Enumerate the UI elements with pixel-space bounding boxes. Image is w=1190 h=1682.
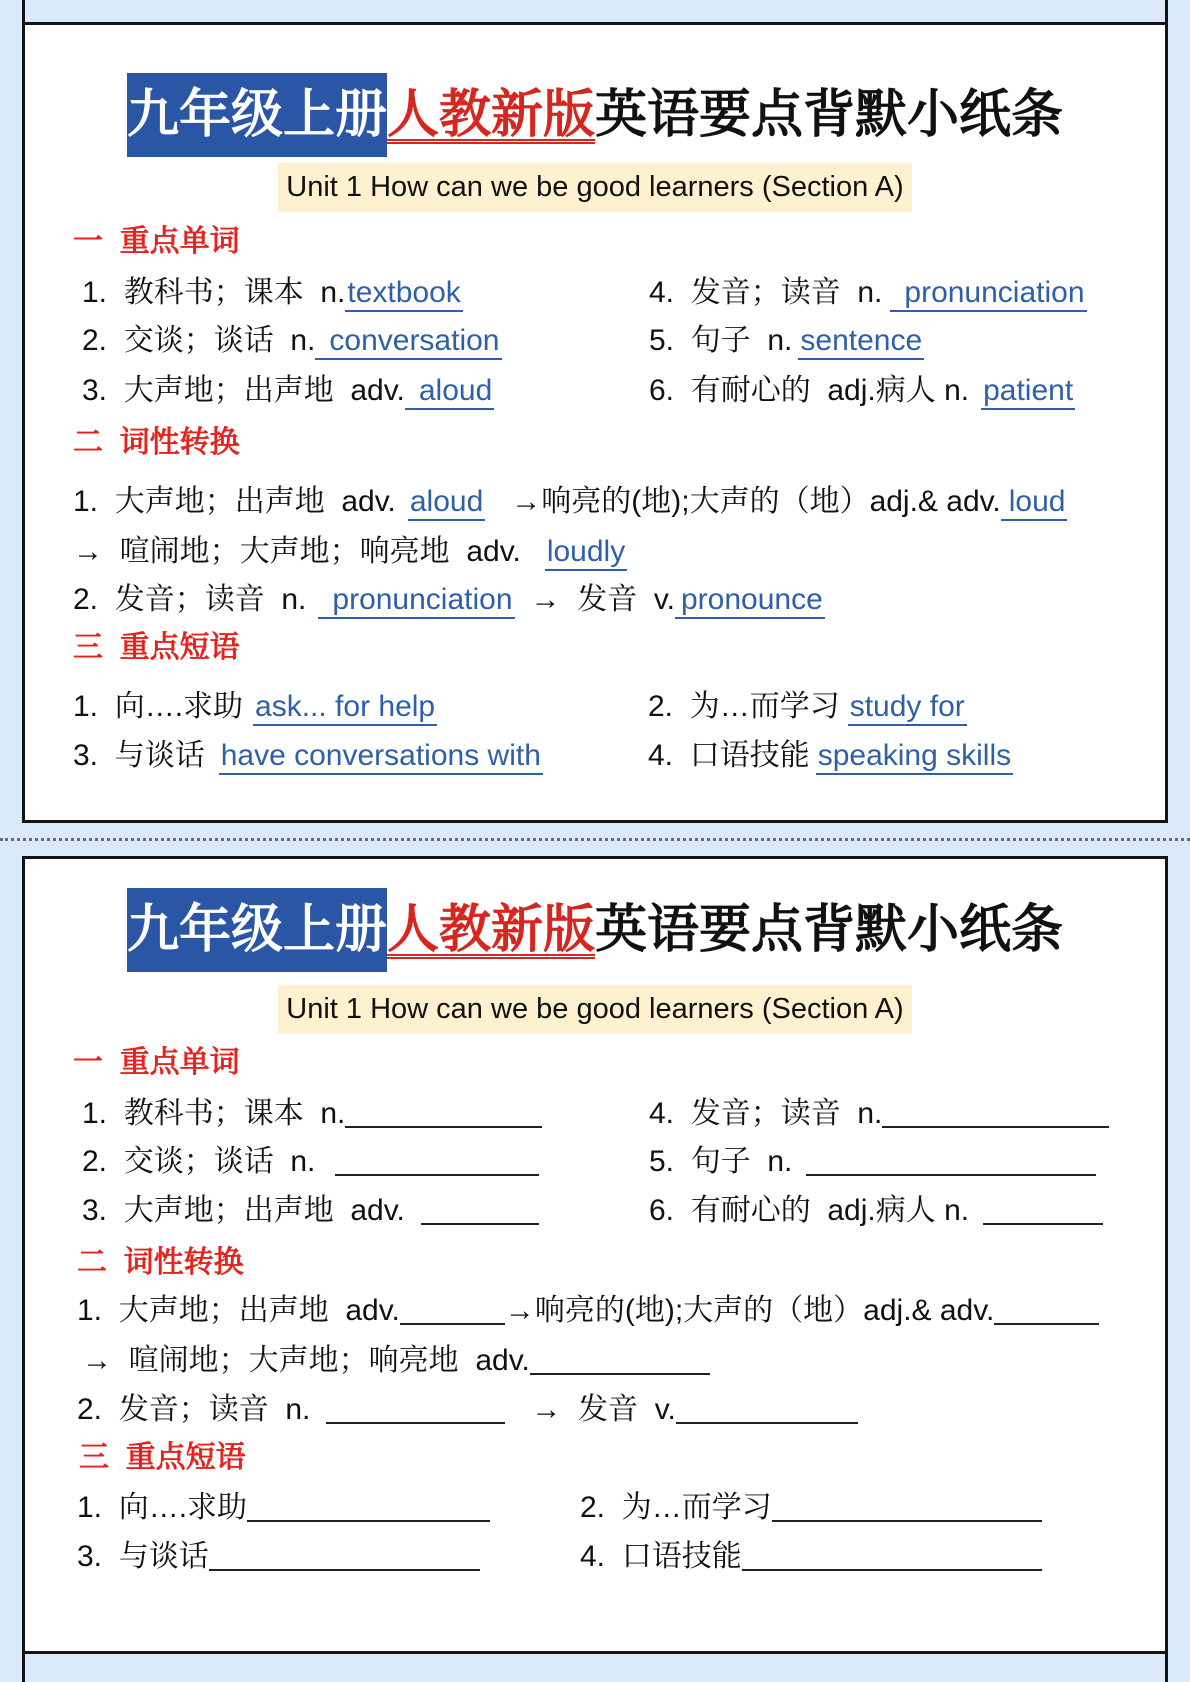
conversion-item [73, 532, 627, 572]
unit-subtitle: Unit 1 How can we be good learners (Section A) [278, 985, 911, 1034]
answer-blank [530, 1372, 710, 1375]
word-item [649, 273, 1087, 313]
conversion-item [77, 1390, 858, 1430]
word-item [82, 1142, 539, 1182]
section-heading-key-phrases: 三 重点短语 [73, 631, 240, 664]
unit-subtitle-row [25, 985, 1165, 1034]
answer-blank [209, 1568, 480, 1571]
word-item [82, 1094, 542, 1134]
title-rest: 英语要点背默小纸条 [595, 86, 1064, 144]
phrase-answer: ask... for help [253, 690, 437, 726]
word-item [82, 273, 463, 313]
section-heading-key-words: 一 重点单词 [73, 1046, 240, 1079]
title-grade: 九年级上册 [127, 888, 387, 972]
word-answer: aloud [405, 374, 494, 410]
answer-blank [772, 1519, 1042, 1522]
word-prompt: 3. 大声地；出声地 adv. [82, 1194, 405, 1227]
word-item [82, 321, 502, 361]
conversion-item [77, 1291, 1099, 1331]
title-edition: 人教新版 [386, 86, 595, 144]
word-prompt: 4. 发音；读音 n. [649, 276, 883, 309]
word-answer: patient [981, 374, 1075, 410]
word-prompt: 2. 交谈；谈话 n. [82, 1145, 316, 1178]
answer-blank [421, 1222, 539, 1225]
word-prompt: 5. 句子 n. [649, 324, 793, 357]
phrase-item [73, 736, 543, 776]
conversion-prompt: 2. 发音；读音 n. [73, 583, 307, 616]
conversion-prompt: → 喧闹地；大声地；响亮地 adv. [73, 535, 521, 568]
section-heading-key-words: 一 重点单词 [73, 225, 240, 258]
answer-blank [676, 1421, 858, 1424]
answer-blank [882, 1125, 1109, 1128]
cut-line-divider [0, 838, 1190, 841]
phrase-item [580, 1488, 1042, 1528]
phrase-item [77, 1488, 490, 1528]
conversion-answer: loudly [545, 535, 627, 571]
phrase-prompt: 1. 向….求助 [77, 1491, 248, 1524]
title-grade: 九年级上册 [127, 73, 387, 157]
phrase-prompt: 3. 与谈话 [73, 739, 205, 772]
answer-blank [247, 1519, 490, 1522]
word-answer: textbook [345, 276, 462, 312]
blank-card [22, 856, 1168, 1654]
conversion-prompt: 1. 大声地；出声地 adv. [77, 1294, 400, 1327]
conversion-answer-2: loud [1001, 485, 1068, 521]
answer-blank [326, 1421, 505, 1424]
conversion-prompt: 1. 大声地；出声地 adv. [73, 485, 396, 518]
word-prompt: 3. 大声地；出声地 adv. [82, 374, 405, 407]
section-heading-word-forms: 二 词性转换 [73, 426, 240, 459]
page-title [25, 73, 1165, 157]
word-item [649, 1191, 1103, 1231]
word-item [82, 371, 494, 411]
section-heading-key-phrases: 三 重点短语 [79, 1441, 246, 1474]
word-item [649, 1142, 1096, 1182]
answer-blank [742, 1568, 1042, 1571]
word-prompt: 1. 教科书；课本 n. [82, 276, 346, 309]
phrase-prompt: 4. 口语技能 [580, 1540, 742, 1573]
conversion-prompt: → 喧闹地；大声地；响亮地 adv. [82, 1344, 530, 1377]
top-frame-edge [22, 0, 1168, 22]
phrase-answer: study for [848, 690, 967, 726]
word-item [649, 371, 1075, 411]
phrase-item [77, 1537, 480, 1577]
conversion-prompt-2: → 发音 v. [530, 583, 675, 616]
answer-blank [335, 1173, 539, 1176]
conversion-prompt-2: → 发音 v. [531, 1393, 676, 1426]
conversion-prompt-2: →响亮的(地);大声的（地）adj.& adv. [504, 1294, 995, 1327]
answer-blank [806, 1173, 1096, 1176]
phrase-prompt: 3. 与谈话 [77, 1540, 209, 1573]
word-item [82, 1191, 539, 1231]
conversion-answer-2: pronounce [675, 583, 825, 619]
word-prompt: 6. 有耐心的 adj.病人 n. [649, 1194, 970, 1227]
phrase-item [648, 687, 967, 727]
answer-card [22, 22, 1168, 823]
answer-blank [345, 1125, 542, 1128]
word-prompt: 1. 教科书；课本 n. [82, 1097, 346, 1130]
word-answer: pronunciation [890, 276, 1086, 312]
answer-blank [983, 1222, 1103, 1225]
conversion-prompt-2: →响亮的(地);大声的（地）adj.& adv. [511, 485, 1001, 518]
conversion-answer: aloud [408, 485, 485, 521]
word-prompt: 4. 发音；读音 n. [649, 1097, 883, 1130]
phrase-item [73, 687, 437, 727]
phrase-item [580, 1537, 1042, 1577]
phrase-prompt: 2. 为…而学习 [580, 1491, 772, 1524]
answer-blank [994, 1322, 1099, 1325]
word-prompt: 2. 交谈；谈话 n. [82, 324, 316, 357]
unit-subtitle: Unit 1 How can we be good learners (Section A) [278, 163, 911, 212]
word-prompt: 6. 有耐心的 adj.病人 n. [649, 374, 970, 407]
page-title [25, 888, 1165, 972]
conversion-prompt: 2. 发音；读音 n. [77, 1393, 311, 1426]
phrase-prompt: 4. 口语技能 [648, 739, 810, 772]
section-heading-word-forms: 二 词性转换 [77, 1246, 244, 1279]
phrase-prompt: 1. 向….求助 [73, 690, 244, 723]
conversion-answer: pronunciation [318, 583, 514, 619]
conversion-item [73, 482, 1067, 522]
title-rest: 英语要点背默小纸条 [595, 901, 1064, 959]
word-item [649, 1094, 1109, 1134]
phrase-answer: speaking skills [816, 739, 1013, 775]
word-prompt: 5. 句子 n. [649, 1145, 793, 1178]
bottom-frame-edge [22, 1654, 1168, 1682]
conversion-item [82, 1341, 710, 1381]
phrase-answer: have conversations with [219, 739, 543, 775]
word-answer: sentence [798, 324, 924, 360]
word-answer: conversation [315, 324, 501, 360]
title-edition: 人教新版 [386, 901, 595, 959]
unit-subtitle-row [25, 163, 1165, 212]
conversion-item [73, 580, 825, 620]
phrase-item [648, 736, 1013, 776]
word-item [649, 321, 924, 361]
phrase-prompt: 2. 为…而学习 [648, 690, 840, 723]
answer-blank [400, 1322, 505, 1325]
